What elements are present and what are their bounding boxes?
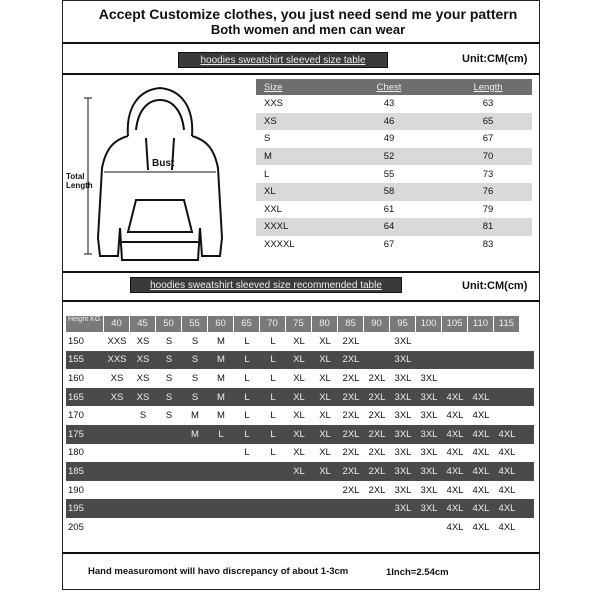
rec-size-cell: S (191, 335, 199, 347)
rec-size-cell: 3XL (394, 391, 412, 403)
rec-size-cell: XL (293, 447, 305, 459)
rec-size-cell: 3XL (394, 354, 412, 366)
rec-size-cell: 3XL (420, 503, 438, 515)
divider (62, 552, 540, 554)
chest-cell: 46 (383, 115, 395, 127)
rec-size-cell: S (165, 335, 173, 347)
rec-size-cell: 2XL (342, 447, 360, 459)
weight-header: 95 (390, 316, 416, 332)
weight-header: 105 (442, 316, 468, 332)
weight-header: 75 (286, 316, 312, 332)
divider (62, 271, 540, 273)
size-row (256, 113, 532, 131)
length-cell: 83 (482, 239, 494, 251)
size-cell: XS (264, 115, 277, 127)
rec-size-cell: 4XL (498, 465, 516, 477)
rec-size-cell: L (244, 372, 250, 384)
size-row (256, 95, 532, 113)
weight-header: 115 (494, 316, 520, 332)
rec-size-cell: 3XL (420, 372, 438, 384)
rec-size-cell: M (217, 372, 225, 384)
size-table (256, 79, 532, 253)
rec-size-cell: XL (319, 391, 331, 403)
hoodie-icon (66, 78, 252, 268)
weight-header: 100 (416, 316, 442, 332)
rec-size-cell: XL (293, 465, 305, 477)
height-cell: 155 (68, 354, 84, 366)
rec-size-cell: 3XL (394, 465, 412, 477)
chest-cell: 52 (383, 151, 395, 163)
weight-header: 110 (468, 316, 494, 332)
rec-size-cell: XS (110, 372, 124, 384)
rec-size-cell: S (165, 354, 173, 366)
divider (62, 42, 540, 44)
size-table-title: hoodies sweatshirt sleeved size table (178, 52, 388, 68)
rec-size-cell: S (191, 391, 199, 403)
rec-size-cell: XS (136, 391, 150, 403)
size-cell: XXL (264, 203, 282, 215)
weight-header: 60 (208, 316, 234, 332)
length-cell: 81 (482, 221, 494, 233)
rec-size-cell: L (244, 335, 250, 347)
chest-cell: 58 (383, 186, 395, 198)
rec-size-cell: 2XL (368, 447, 386, 459)
rec-size-cell: XL (293, 335, 305, 347)
bust-label: Bust (152, 158, 175, 169)
size-row (256, 183, 532, 201)
rec-size-cell: S (165, 391, 173, 403)
divider (62, 73, 540, 75)
rec-size-cell: XL (319, 372, 331, 384)
rec-size-cell: 3XL (394, 447, 412, 459)
height-cell: 190 (68, 484, 84, 496)
rec-size-cell: XL (293, 410, 305, 422)
rec-size-cell: L (270, 428, 276, 440)
weight-header: 85 (338, 316, 364, 332)
rec-row (66, 444, 534, 463)
rec-size-cell: L (244, 410, 250, 422)
rec-size-cell: XL (319, 335, 331, 347)
length-cell: 67 (482, 133, 494, 145)
rec-size-cell: M (217, 391, 225, 403)
rec-size-cell: 2XL (342, 335, 360, 347)
rec-size-cell: 3XL (394, 428, 412, 440)
rec-size-cell: 2XL (342, 428, 360, 440)
rec-size-cell: 3XL (420, 410, 438, 422)
rec-size-cell: XL (293, 391, 305, 403)
size-cell: M (264, 151, 272, 163)
rec-size-cell: L (270, 391, 276, 403)
rec-size-cell: 4XL (498, 503, 516, 515)
length-cell: 63 (482, 98, 494, 110)
rec-size-cell: XL (319, 447, 331, 459)
rec-size-cell: 3XL (394, 503, 412, 515)
height-cell: 150 (68, 335, 84, 347)
rec-size-cell: 4XL (472, 465, 490, 477)
height-cell: 185 (68, 465, 84, 477)
rec-size-cell: 3XL (420, 484, 438, 496)
rec-size-cell: XL (293, 428, 305, 440)
corner-label: Height KG (66, 316, 104, 332)
rec-size-cell: L (218, 428, 224, 440)
rec-row (66, 332, 534, 351)
rec-size-cell: M (191, 410, 199, 422)
rec-size-cell: 3XL (420, 428, 438, 440)
col-length: Length (473, 81, 503, 93)
rec-size-cell: 2XL (368, 410, 386, 422)
height-cell: 175 (68, 428, 84, 440)
rec-size-cell: 4XL (498, 447, 516, 459)
rec-size-cell: XL (293, 354, 305, 366)
rec-size-cell: 4XL (472, 503, 490, 515)
header (88, 6, 528, 37)
size-row (256, 130, 532, 148)
hoodie-illustration (66, 78, 252, 268)
rec-size-cell: 2XL (342, 465, 360, 477)
rec-size-cell: 3XL (394, 410, 412, 422)
chest-cell: 55 (383, 168, 395, 180)
height-cell: 170 (68, 410, 84, 422)
rec-size-cell: M (217, 354, 225, 366)
footer-conversion: 1Inch=2.54cm (386, 567, 449, 578)
rec-size-cell: 4XL (446, 428, 464, 440)
size-unit: Unit:CM(cm) (462, 53, 528, 65)
rec-size-cell: 4XL (446, 484, 464, 496)
size-row (256, 201, 532, 219)
rec-row (66, 406, 534, 425)
rec-size-cell: 2XL (368, 465, 386, 477)
header-line-1: Accept Customize clothes, you just need send me your pattern (98, 6, 518, 22)
rec-size-cell: 4XL (472, 447, 490, 459)
weight-header: 40 (104, 316, 130, 332)
rec-row (66, 462, 534, 481)
size-row (256, 218, 532, 236)
rec-row (66, 481, 534, 500)
rec-size-cell: 4XL (446, 521, 464, 533)
rec-row (66, 388, 534, 407)
rec-size-cell: 3XL (394, 335, 412, 347)
weight-header: 55 (182, 316, 208, 332)
rec-size-cell: 2XL (342, 410, 360, 422)
weight-header: 90 (364, 316, 390, 332)
total-length-label: Total Length (66, 172, 93, 190)
rec-size-cell: 2XL (342, 354, 360, 366)
rec-size-cell: S (191, 354, 199, 366)
rec-table-title: hoodies sweatshirt sleeved size recommended table (130, 277, 402, 293)
size-cell: XXXXL (264, 239, 295, 251)
rec-size-cell: L (270, 447, 276, 459)
footer-note: Hand measuromont will havo discrepancy of about 1-3cm (88, 566, 349, 577)
chest-cell: 43 (383, 98, 395, 110)
rec-size-cell: L (270, 335, 276, 347)
rec-size-cell: 2XL (342, 484, 360, 496)
rec-size-cell: 2XL (368, 428, 386, 440)
rec-size-cell: S (139, 410, 147, 422)
height-cell: 165 (68, 391, 84, 403)
size-row (256, 236, 532, 254)
rec-size-cell: 2XL (368, 372, 386, 384)
size-cell: XXXL (264, 221, 289, 233)
rec-row (66, 351, 534, 370)
rec-table-header (66, 316, 534, 332)
height-cell: 160 (68, 372, 84, 384)
rec-size-cell: XL (293, 372, 305, 384)
size-row (256, 148, 532, 166)
weight-header: 70 (260, 316, 286, 332)
rec-size-cell: 4XL (472, 428, 490, 440)
rec-size-cell: XS (136, 335, 150, 347)
rec-size-cell: 3XL (420, 465, 438, 477)
rec-size-cell: XS (110, 391, 124, 403)
rec-size-cell: S (165, 372, 173, 384)
size-cell: L (264, 168, 270, 180)
length-cell: 65 (482, 115, 494, 127)
rec-size-cell: 2XL (342, 391, 360, 403)
chest-cell: 49 (383, 133, 395, 145)
rec-size-cell: L (270, 354, 276, 366)
rec-size-cell: 4XL (472, 410, 490, 422)
rec-size-cell: S (165, 410, 173, 422)
rec-size-cell: 3XL (420, 447, 438, 459)
rec-size-cell: L (244, 391, 250, 403)
rec-size-cell: 4XL (472, 484, 490, 496)
size-table-header (256, 79, 532, 95)
rec-size-cell: M (191, 428, 199, 440)
height-cell: 180 (68, 447, 84, 459)
rec-size-cell: 4XL (446, 503, 464, 515)
rec-size-cell: 3XL (420, 391, 438, 403)
rec-size-cell: L (244, 428, 250, 440)
weight-header: 80 (312, 316, 338, 332)
recommended-table (66, 316, 534, 537)
weight-header: 45 (130, 316, 156, 332)
rec-size-cell: 4XL (446, 447, 464, 459)
size-row (256, 165, 532, 183)
rec-row (66, 369, 534, 388)
rec-size-cell: 2XL (342, 372, 360, 384)
rec-size-cell: 3XL (394, 372, 412, 384)
chest-cell: 67 (383, 239, 395, 251)
col-size: Size (264, 81, 283, 93)
weight-header: 50 (156, 316, 182, 332)
rec-size-cell: 4XL (498, 521, 516, 533)
chest-cell: 61 (383, 203, 395, 215)
rec-size-cell: 2XL (368, 391, 386, 403)
rec-size-cell: XS (136, 354, 150, 366)
rec-size-cell: 4XL (446, 465, 464, 477)
rec-size-cell: 4XL (472, 521, 490, 533)
rec-size-cell: XL (319, 354, 331, 366)
rec-size-cell: 4XL (446, 391, 464, 403)
height-cell: 205 (68, 521, 84, 533)
header-line-2: Both women and men can wear (210, 22, 406, 37)
rec-size-cell: M (217, 335, 225, 347)
rec-size-cell: XXS (107, 335, 127, 347)
rec-size-cell: L (270, 372, 276, 384)
rec-row (66, 499, 534, 518)
weight-header: 65 (234, 316, 260, 332)
rec-size-cell: XL (319, 410, 331, 422)
rec-size-cell: XL (319, 465, 331, 477)
rec-size-cell: 2XL (368, 484, 386, 496)
col-chest: Chest (376, 81, 402, 93)
chest-cell: 64 (383, 221, 395, 233)
divider (62, 300, 540, 302)
rec-size-cell: L (244, 354, 250, 366)
size-cell: XXS (264, 98, 284, 110)
rec-size-cell: XXS (107, 354, 127, 366)
size-cell: S (264, 133, 271, 145)
rec-size-cell: L (244, 447, 250, 459)
rec-size-cell: XL (319, 428, 331, 440)
size-cell: XL (264, 186, 276, 198)
rec-size-cell: M (217, 410, 225, 422)
rec-size-cell: 4XL (446, 410, 464, 422)
rec-row (66, 425, 534, 444)
length-cell: 76 (482, 186, 494, 198)
rec-size-cell: 4XL (472, 391, 490, 403)
rec-unit: Unit:CM(cm) (462, 280, 528, 292)
length-cell: 73 (482, 168, 494, 180)
length-cell: 70 (482, 151, 494, 163)
rec-size-cell: 4XL (498, 428, 516, 440)
rec-size-cell: 4XL (498, 484, 516, 496)
length-cell: 79 (482, 203, 494, 215)
rec-row (66, 518, 534, 537)
height-cell: 195 (68, 503, 84, 515)
rec-size-cell: XS (136, 372, 150, 384)
rec-size-cell: S (191, 372, 199, 384)
rec-size-cell: 3XL (394, 484, 412, 496)
rec-size-cell: L (270, 410, 276, 422)
